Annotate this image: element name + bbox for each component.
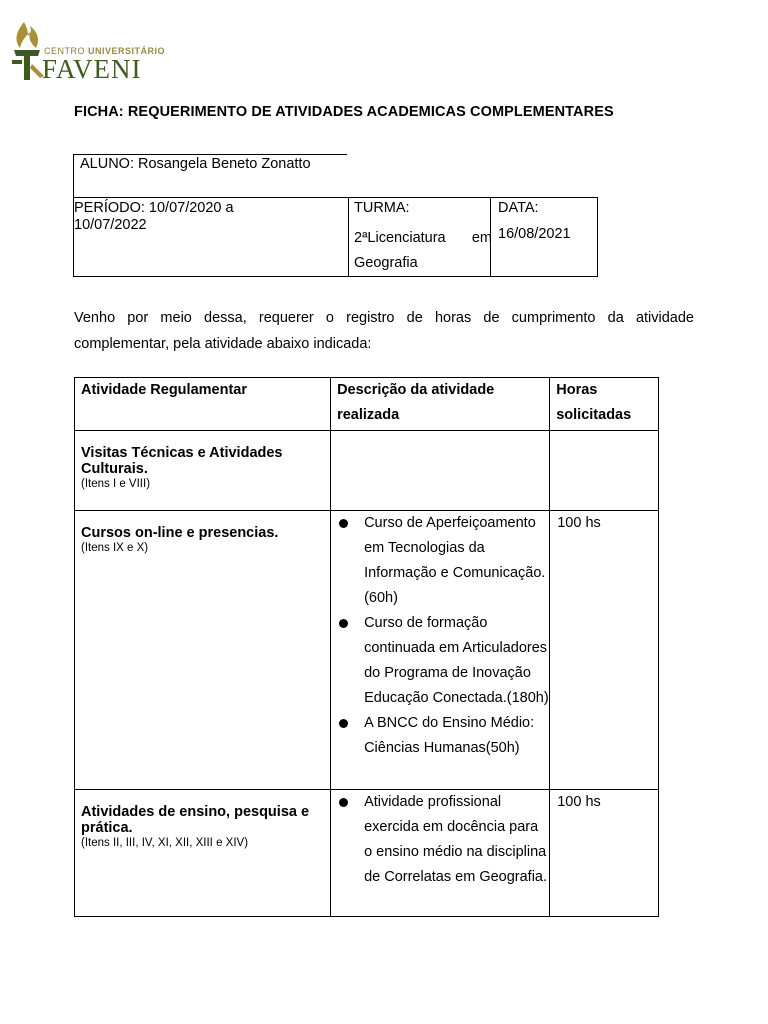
table-row	[75, 511, 659, 790]
hours-cell: 100 hs	[550, 511, 659, 790]
table-header-row	[75, 378, 659, 431]
table-row	[75, 431, 659, 511]
student-name: ALUNO: Rosangela Beneto Zonatto	[80, 156, 311, 172]
description-cell	[331, 511, 550, 790]
hours-cell	[550, 431, 659, 511]
activity-cell	[75, 790, 331, 917]
class-label: TURMA:	[354, 200, 410, 216]
activity-cell	[75, 431, 331, 511]
activity-items: (Itens IX e X)	[81, 542, 149, 554]
date-value: 16/08/2021	[498, 226, 571, 242]
activity-items: (Itens I e VIII)	[81, 478, 151, 490]
list-item: Curso de Aperfeiçoamento em Tecnologias da Informação e Comunicação.(60h)	[331, 511, 549, 611]
table-row	[75, 790, 659, 917]
list-item: Atividade profissional exercida em docência para o ensino médio na disciplina de Correlatas em Geografia.	[331, 790, 549, 890]
description-cell	[331, 431, 550, 511]
activity-name: Cursos on-line e presencias.	[81, 525, 279, 541]
header-activity: Atividade Regulamentar	[75, 378, 331, 431]
request-paragraph: Venho por meio dessa, requerer o registro de horas de cumprimento da atividade complementar, pela atividade abaixo indicada:	[74, 310, 694, 352]
activity-cell	[75, 511, 331, 790]
divider	[73, 154, 74, 198]
period-field: PERÍODO: 10/07/2020 a 10/07/2022	[74, 200, 234, 233]
class-value: 2ªLicenciatura em Geografia	[354, 230, 492, 271]
activity-name: Visitas Técnicas e Atividades Culturais.	[81, 445, 283, 477]
logo-name: FAVENI	[42, 54, 142, 84]
list-item: Curso de formação continuada em Articuladores do Programa de Inovação Educação Conectada.(180h)	[331, 611, 549, 711]
hours-cell: 100 hs	[550, 790, 659, 917]
page-title: FICHA: REQUERIMENTO DE ATIVIDADES ACADEMICAS COMPLEMENTARES	[74, 104, 614, 120]
activity-name: Atividades de ensino, pesquisa e prática.	[81, 804, 310, 836]
activity-items: (Itens II, III, IV, XI, XII, XIII e XIV)	[81, 837, 249, 849]
date-label: DATA:	[498, 200, 539, 216]
header-description: Descrição da atividade realizada	[331, 378, 550, 431]
list-item: A BNCC do Ensino Médio: Ciências Humanas(50h)	[331, 711, 549, 761]
divider	[348, 197, 349, 276]
header-hours: Horas solicitadas	[550, 378, 659, 431]
activities-table	[74, 377, 659, 917]
divider	[74, 154, 347, 155]
logo-subtitle: CENTRO UNIVERSITÁRIO	[44, 46, 166, 56]
description-cell	[331, 790, 550, 917]
